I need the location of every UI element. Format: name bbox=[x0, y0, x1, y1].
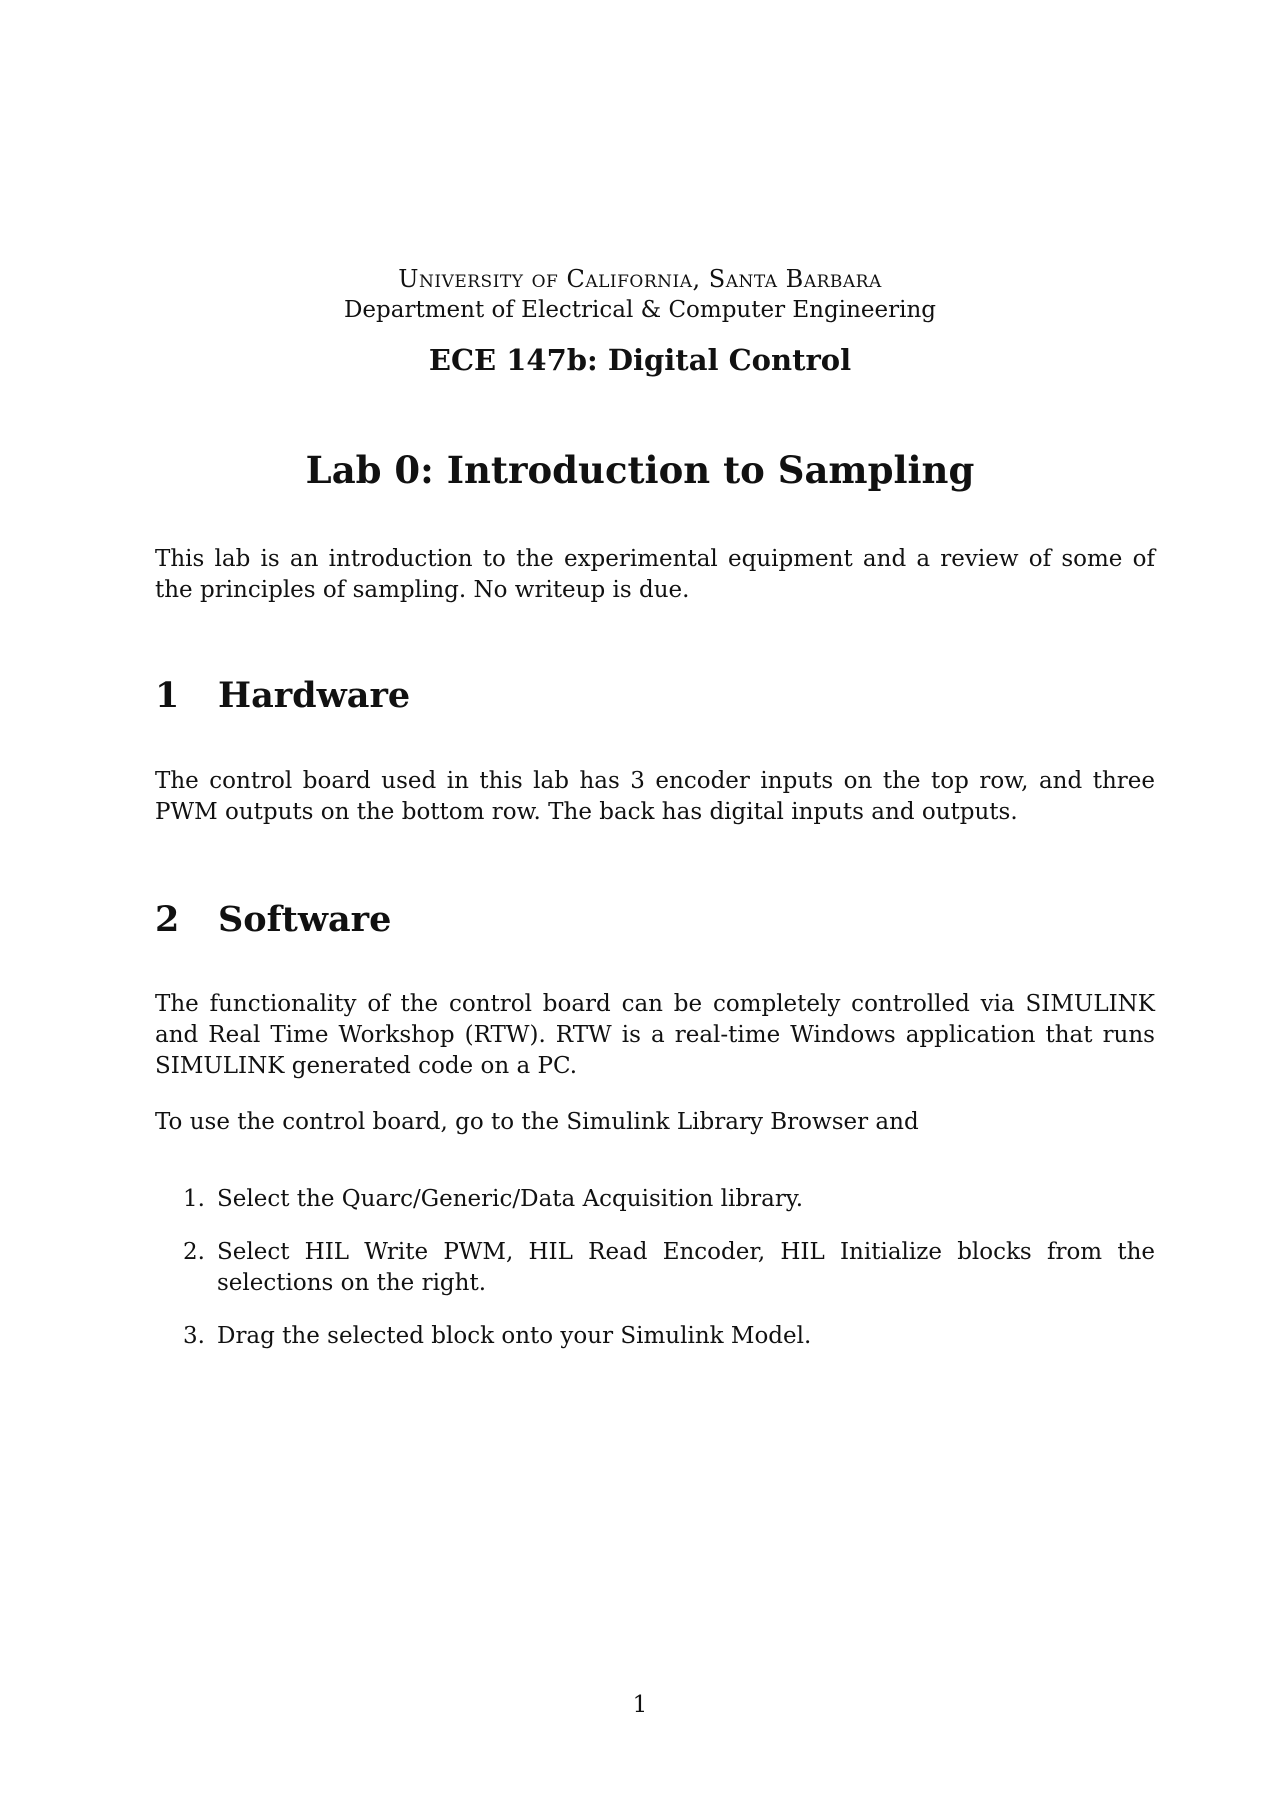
list-item bbox=[155, 1321, 1155, 1352]
section-heading-software bbox=[155, 899, 391, 940]
section-number: 1 bbox=[155, 675, 180, 716]
page-number: 1 bbox=[632, 1692, 648, 1718]
list-item-marker: 1. bbox=[183, 1186, 205, 1212]
steps-list bbox=[155, 1184, 1155, 1374]
software-instructions-lead: To use the control board, go to the Simulink Library Browser and bbox=[155, 1109, 919, 1135]
list-item bbox=[155, 1237, 1155, 1299]
section-number: 2 bbox=[155, 899, 180, 940]
lab-title: Lab 0: Introduction to Sampling bbox=[305, 448, 975, 492]
course-title: ECE 147b: Digital Control bbox=[428, 343, 852, 377]
list-item-text: Drag the selected block onto your Simulink Model. bbox=[217, 1323, 812, 1349]
list-item-text: Select HIL Write PWM, HIL Read Encoder, HIL Initialize blocks from the selections on the right. bbox=[217, 1239, 1155, 1296]
list-item-marker: 3. bbox=[183, 1323, 205, 1349]
list-item-marker: 2. bbox=[183, 1239, 205, 1265]
list-item-text: Select the Quarc/Generic/Data Acquisition library. bbox=[217, 1186, 804, 1212]
list-item bbox=[155, 1184, 1155, 1215]
department-name: Department of Electrical & Computer Engineering bbox=[343, 297, 936, 323]
section-heading-hardware bbox=[155, 675, 410, 716]
software-paragraph: The functionality of the control board can be completely controlled via SIMULINK and Real Time Workshop (RTW). RTW is a real-time Windows application that runs SIMULINK generated code on a PC. bbox=[155, 991, 1155, 1079]
university-name: University of California, Santa Barbara bbox=[398, 265, 882, 293]
hardware-paragraph: The control board used in this lab has 3 encoder inputs on the top row, and three PWM outputs on the bottom row. The back has digital inputs and outputs. bbox=[155, 768, 1155, 825]
section-title: Hardware bbox=[218, 675, 411, 716]
section-title: Software bbox=[218, 899, 392, 940]
intro-paragraph: This lab is an introduction to the experimental equipment and a review of some of the principles of sampling. No writeup is due. bbox=[155, 546, 1155, 603]
